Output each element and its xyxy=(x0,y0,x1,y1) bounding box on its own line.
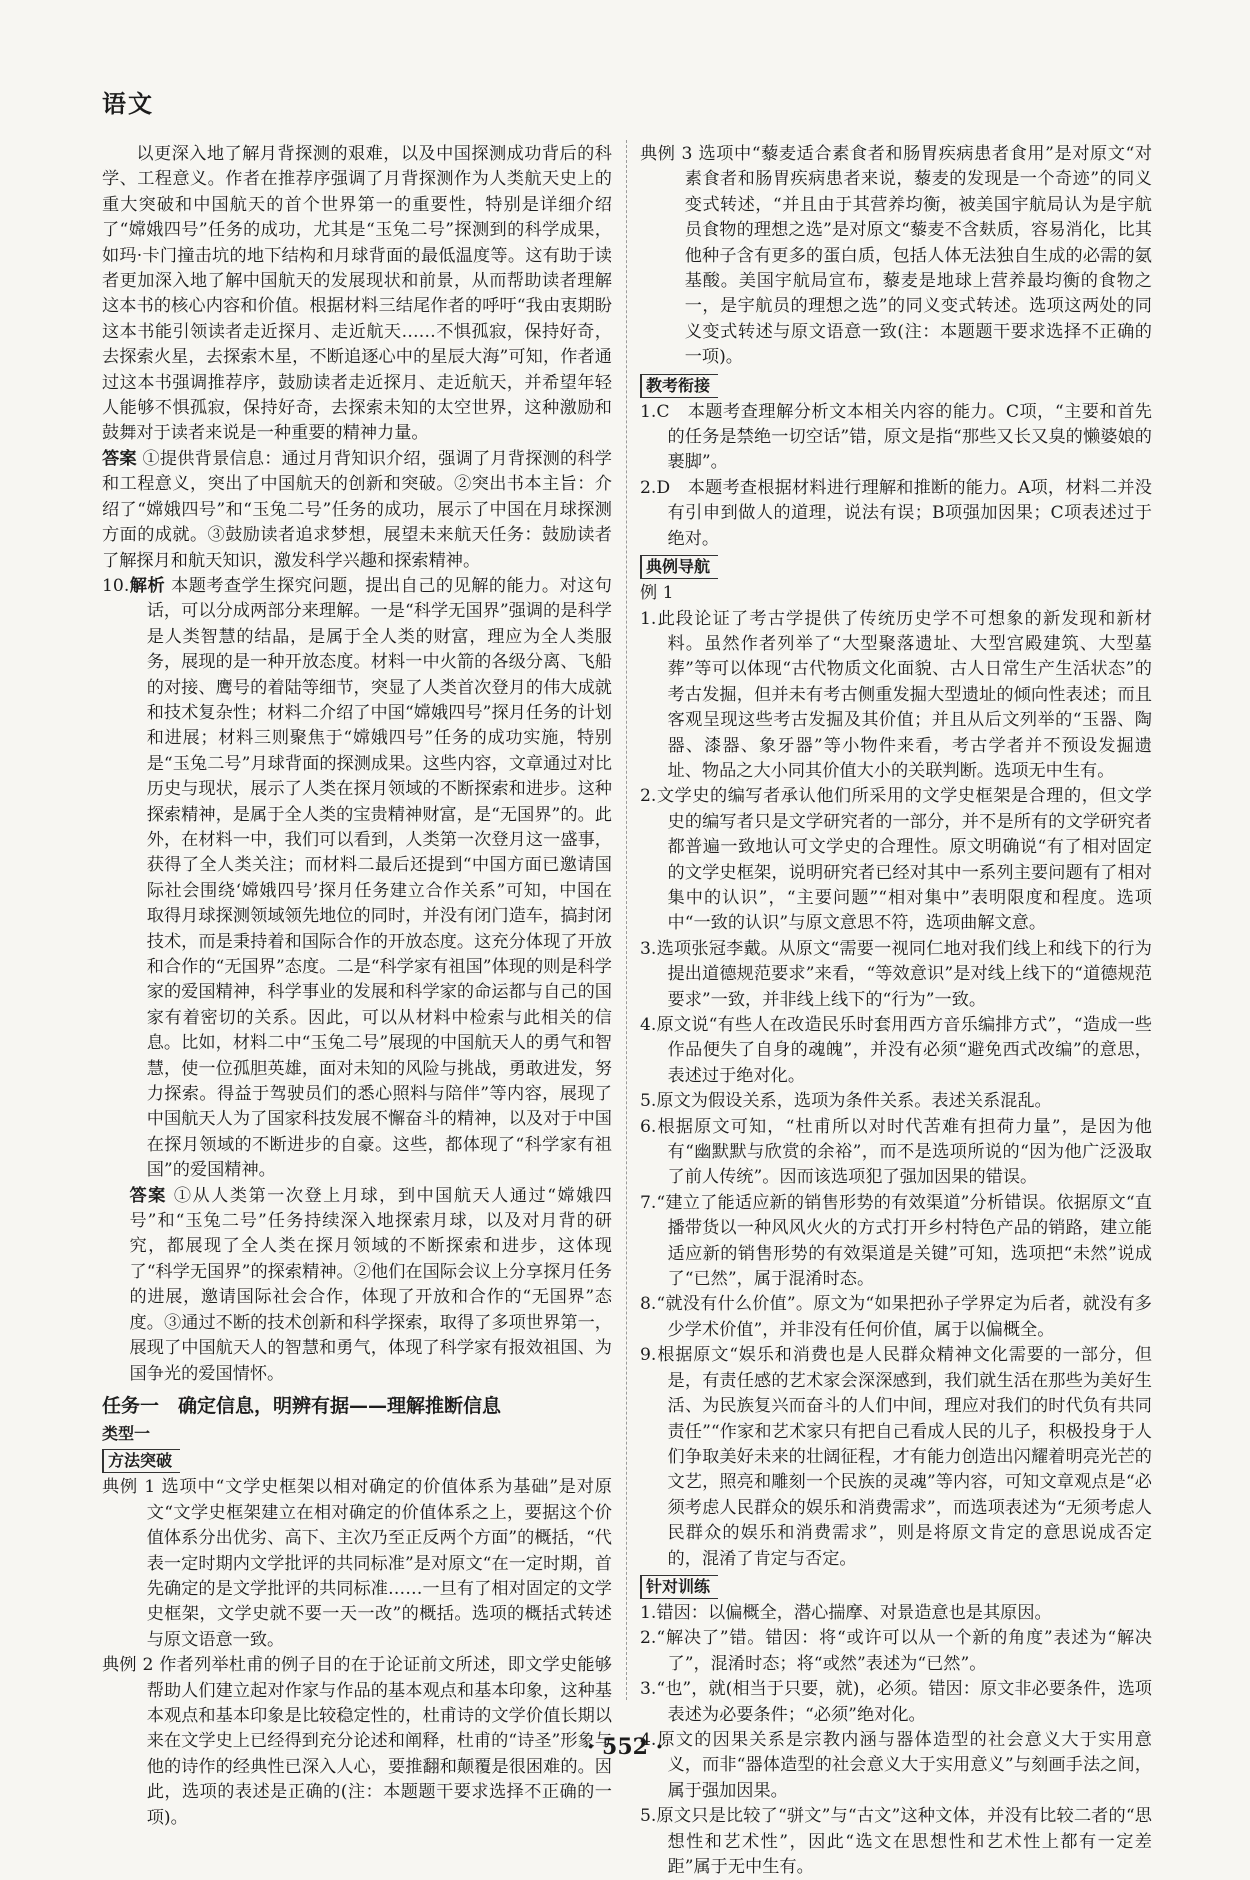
training-item: 3.“也”，就(相当于只要，就)，必须。错因：原文非必要条件，选项表述为必要条件；“必须”绝对化。 xyxy=(640,1679,1152,1725)
example-3 xyxy=(640,142,1152,371)
link-item: 2.D 本题考查根据材料进行理解和推断的能力。A项，材料二并没有引申到做人的道理，说法有误；B项强加因果；C项表述过于绝对。 xyxy=(640,477,1152,549)
analysis-label: 解析 xyxy=(129,575,166,596)
q10-answer xyxy=(102,1184,612,1387)
example-text: 作者列举杜甫的例子目的在于论证前文所述，即文学史能够帮助人们建立起对作家与作品的基本观点和基本印象，这种基本观点和基本印象是比较稳定性的，杜甫诗的文学价值长期以来在文学史上已经得到充分论述和阐释，杜甫的“诗圣”形象与他的诗作的经典性已深入人心，要推翻和颠覆是很困难的。因此，选项的表述是正确的(注：本题题干要求选择不正确的一项)。 xyxy=(146,1655,612,1828)
example-label: 典例 3 xyxy=(640,144,693,164)
question-number: 10. xyxy=(102,575,130,596)
guide-example-label: 例 1 xyxy=(640,583,674,604)
example-text: 选项中“藜麦适合素食者和肠胃疾病患者食用”是对原文“对素食者和肠胃疾病患者来说，藜麦的发现是一个奇迹”的同义变式转述，“并且由于其营养均衡，被美国宇航局认为是宇航员食物的理想之选”是对原文“藜麦不含麸质，容易消化，比其他种子含有更多的蛋白质，包括人体无法独自生成的必需的氨基酸。美国宇航局宣布，藜麦是地球上营养最均衡的食物之一，是宇航员的理想之选”的同义变式转述。选项这两处的同义变式转述与原文语意一致(注：本题题干要求选择不正确的一项)。 xyxy=(684,144,1152,368)
training-item: 1.错因：以偏概全，潜心揣摩、对景造意也是其原因。 xyxy=(640,1602,1052,1623)
example-text: 选项中“文学史框架以相对确定的价值体系为基础”是对原文“文学史框架建立在相对确定的价值体系之上，要据这个价值体系分出优劣、高下、主次乃至正反两个方面”的概括，“代表一定时期内文学批评的共同标准”是对原文“在一定时期，首先确定的是文学批评的共同标准……一旦有了相对固定的文学史框架，文学史就不要一天一改”的概括。选项的概括式转述与原文语意一致。 xyxy=(146,1477,612,1650)
analysis-text: 本题考查学生探究问题，提出自己的见解的能力。对这句话，可以分成两部分来理解。一是“科学无国界”强调的是科学是人类智慧的结晶，是属于全人类的财富，理应为全人类服务，展现的是一种开放态度。材料一中火箭的各级分离、飞船的对接、鹰号的着陆等细节，突显了人类首次登月的伟大成就和技术复杂性；材料二介绍了中国“嫦娥四号”探月任务的计划和进展；材料三则聚焦于“嫦娥四号”任务的成功实施，特别是“玉兔二号”月球背面的探测成果。这些内容，文章通过对比历史与现状，展示了人类在探月领域的不断探索和进步。这种探索精神，是属于全人类的宝贵精神财富，是“无国界”的。此外，在材料一中，我们可以看到，人类第一次登月这一盛事，获得了全人类关注；而材料二最后还提到“中国方面已邀请国际社会围绕‘嫦娥四号’探月任务建立合作关系”可知，中国在取得月球探测领域领先地位的同时，并没有闭门造车，搞封闭技术，而是秉持着和国际合作的开放态度。这充分体现了开放和合作的“无国界”态度。二是“科学家有祖国”体现的则是科学家的爱国精神，科学事业的发展和科学家的命运都与自己的国家有着密切的关系。因此，可以从材料中检索与此相关的信息。比如，材料二中“玉兔二号”展现的中国航天人的勇气和智慧，使一位孤胆英雄，面对未知的风险与挑战，勇敢进发，努力探索。得益于驾驶员们的悉心照料与陪伴”等内容，展现了中国航天人为了国家科技发展不懈奋斗的精神，以及对于中国在探月领域的不断进步的自豪。这些，都体现了“科学家有祖国”的爱国精神。 xyxy=(146,575,612,1181)
type-label: 类型一 xyxy=(102,1423,151,1443)
page-number: · 552 · xyxy=(586,1734,664,1760)
guide-section-label: 典例导航 xyxy=(640,555,718,579)
column-divider xyxy=(626,140,627,1700)
q10-analysis xyxy=(102,574,612,1184)
training-section-label: 针对训练 xyxy=(640,1575,718,1599)
guide-item: 6.根据原文可知，“杜甫所以对时代苦难有担荷力量”，是因为他有“幽默默与欣赏的余裕”，而不是选项所说的“因为他广泛汲取了前人传统”。因而该选项犯了强加因果的错误。 xyxy=(640,1116,1152,1188)
task-title: 任务一 确定信息，明辨有据——理解推断信息 xyxy=(102,1394,502,1417)
guide-item: 5.原文为假设关系，选项为条件关系。表述关系混乱。 xyxy=(640,1091,1052,1112)
example-label: 典例 2 xyxy=(102,1655,154,1676)
q9-answer xyxy=(102,447,612,574)
answer-label: 答案 xyxy=(129,1185,167,1206)
left-column xyxy=(102,142,612,1828)
example-label: 典例 1 xyxy=(102,1477,156,1498)
guide-item: 8.“就没有什么价值”。原文为“如果把孙子学界定为后者，就没有多少学术价值”，并非没有任何价值，属于以偏概全。 xyxy=(640,1294,1152,1340)
guide-item: 9.根据原文“娱乐和消费也是人民群众精神文化需要的一部分，但是，有责任感的艺术家会深深感到，我们就生活在那些为美好生活、为民族复兴而奋斗的人们中间，理应对我们的时代负有共同责任”“作家和艺术家只有把自己看成人民的儿子，积极投身于人们争取美好未来的壮阔征程，才有能力创造出闪耀着明亮光芒的文艺，照亮和雕刻一个民族的灵魂”等内容，可知文章观点是“必须考虑人民群众的娱乐和消费需求”，而选项表述为“无须考虑人民群众的娱乐和消费需求”，则是将原文肯定的意思说成否定的，混淆了肯定与否定。 xyxy=(640,1345,1152,1569)
training-item: 5.原文只是比较了“骈文”与“古文”这种文体，并没有比较二者的“思想性和艺术性”，因此“选文在思想性和艺术性上都有一定差距”属于无中生有。 xyxy=(640,1806,1152,1877)
answer-label: 答案 xyxy=(102,448,137,469)
guide-item: 3.选项张冠李戴。从原文“需要一视同仁地对我们线上和线下的行为提出道德规范要求”来看，“等效意识”是对线上线下的“道德规范要求”一致，并非线上线下的“行为”一致。 xyxy=(640,938,1152,1010)
subject-header: 语文 xyxy=(102,90,154,118)
guide-item: 1.此段论证了考古学提供了传统历史学不可想象的新发现和新材料。虽然作者列举了“大型聚落遗址、大型宫殿建筑、大型墓葬”等可以体现“古代物质文化面貌、古人日常生产生活状态”的考古发掘，但并未有考古侧重发掘大型遗址的倾向性表述；而且客观呈现这些考古发掘及其价值；并且从后文列举的“玉器、陶器、漆器、象牙器”等小物件来看，考古学者并不预设发掘遗址、物品之大小同其价值大小的关联判断。选项无中生有。 xyxy=(640,608,1152,781)
guide-item: 4.原文说“有些人在改造民乐时套用西方音乐编排方式”，“造成一些作品便失了自身的魂魄”，并没有必须“避免西式改编”的意思，表述过于绝对化。 xyxy=(640,1015,1152,1086)
link-item: 1.C 本题考查理解分析文本相关内容的能力。C项，“主要和首先的任务是禁绝一切空话”错，原文是指“那些又长又臭的懒婆娘的裹脚”。 xyxy=(640,401,1152,473)
right-column xyxy=(640,142,1152,1877)
answer-text: ①从人类第一次登上月球，到中国航天人通过“嫦娥四号”和“玉兔二号”任务持续深入地探索月球，以及对月背的研究，都展现了全人类在探月领域的不断探索和进步，这体现了“科学无国界”的探索精神。②他们在国际会议上分享探月任务的进展，邀请国际社会合作，体现了开放和合作的“无国界”态度。③通过不断的技术创新和科学探索，取得了多项世界第一，展现了中国航天人的智慧和勇气，体现了科学家有报效祖国、为国争光的爱国情怀。 xyxy=(129,1185,612,1384)
q9-analysis-continued: 以更深入地了解月背探测的艰难，以及中国探测成功背后的科学、工程意义。作者在推荐序强调了月背探测作为人类航天史上的重大突破和中国航天的首个世界第一的重要性，特别是详细介绍了“嫦娥四号”任务的成功，尤其是“玉兔二号”探测到的科学成果，如玛·卡门撞击坑的地下结构和月球背面的最低温度等。这有助于读者更加深入地了解中国航天的发展现状和前景，从而帮助读者理解这本书的核心内容和价值。根据材料三结尾作者的呼吁“我由衷期盼这本书能引领读者走近探月、走近航天……不惧孤寂，保持好奇，去探索火星，去探索木星，不断追逐心中的星辰大海”可知，作者通过这本书强调推荐序，鼓励读者走近探月、走近航天，并希望年轻人能够不惧孤寂，保持好奇，去探索未知的太空世界，这种激励和鼓舞对于读者来说是一种重要的精神力量。 xyxy=(102,144,612,444)
link-section-label: 教考衔接 xyxy=(640,374,718,398)
guide-item: 2.文学史的编写者承认他们所采用的文学史框架是合理的，但文学史的编写者只是文学研究者的一部分，并不是所有的文学研究者都普遍一致地认可文学史的合理性。原文明确说“有了相对固定的文学史框架，说明研究者已经对其中一系列主要问题有了相对集中的认识”，“主要问题”“相对集中”表明限度和程度。选项中“一致的认识”与原文意思不符，选项曲解文意。 xyxy=(640,786,1152,934)
training-item: 4.原文的因果关系是宗教内涵与器体造型的社会意义大于实用意义，而非“器体造型的社会意义大于实用意义”与刻画手法之间，属于强加因果。 xyxy=(640,1729,1152,1801)
example-1 xyxy=(102,1475,612,1653)
answer-text: ①提供背景信息：通过月背知识介绍，强调了月背探测的科学和工程意义，突出了中国航天的创新和突破。②突出书本主旨：介绍了“嫦娥四号”和“玉兔二号”任务的成功，展示了中国在月球探测方面的成就。③鼓励读者追求梦想，展望未来航天任务：鼓励读者了解探月和航天知识，激发科学兴趣和探索精神。 xyxy=(102,448,612,571)
method-section-label: 方法突破 xyxy=(102,1449,180,1473)
training-item: 2.“解决了”错。错因：将“或许可以从一个新的角度”表述为“解决了”，混淆时态；将“或然”表述为“已然”。 xyxy=(640,1628,1152,1674)
guide-item: 7.“建立了能适应新的销售形势的有效渠道”分析错误。依据原文“直播带货以一种风风火火的方式打开乡村特色产品的销路，建立能适应新的销售形势的有效渠道是关键”可知，选项把“未然”说成了“已然”，属于混淆时态。 xyxy=(640,1192,1152,1290)
